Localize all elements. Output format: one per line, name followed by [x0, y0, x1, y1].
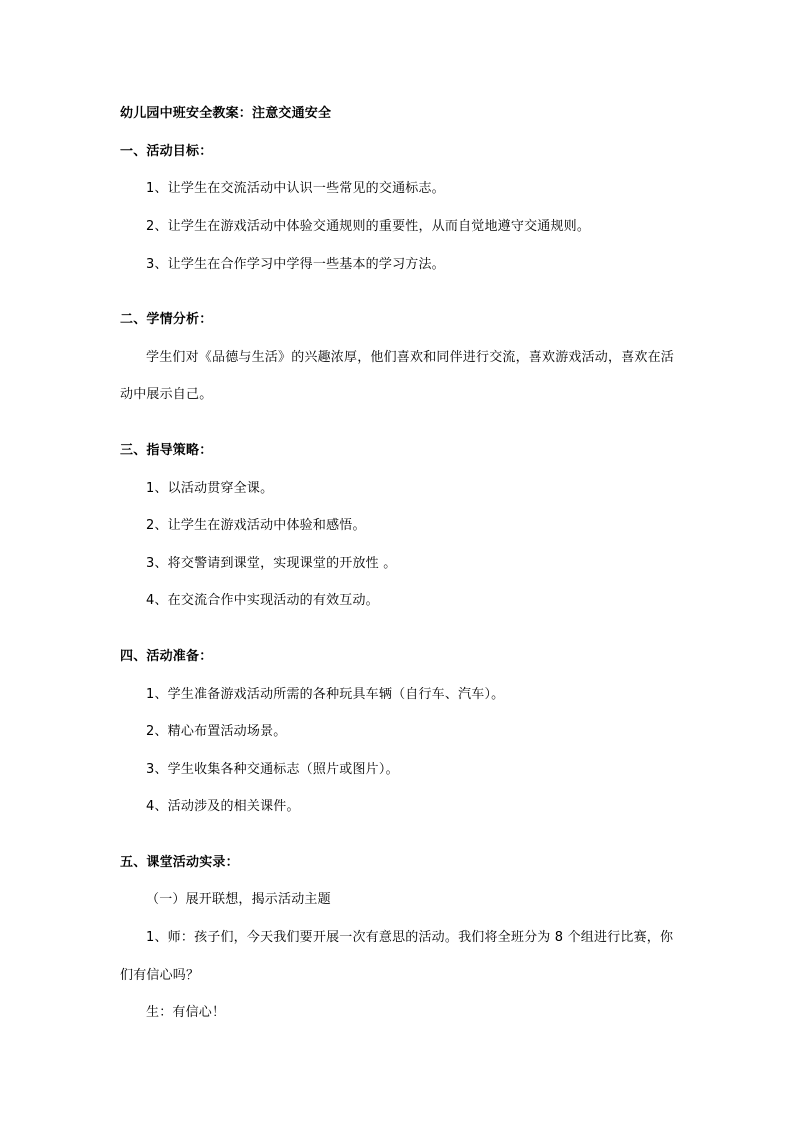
strategy-item: 4、在交流合作中实现活动的有效互动。: [146, 593, 379, 608]
preparation-item: 4、活动涉及的相关课件。: [146, 799, 300, 814]
section-heading-goals: 一、活动目标：: [120, 144, 213, 159]
goal-item: 1、让学生在交流活动中认识一些常见的交通标志。: [146, 181, 445, 196]
record-dialogue-line: 们有信心吗？: [120, 968, 200, 983]
strategy-item: 1、以活动贯穿全课。: [146, 481, 274, 496]
document-title: 幼儿园中班安全教案：注意交通安全: [120, 106, 332, 121]
strategy-item: 3、将交警请到课堂，实现课堂的开放性 。: [146, 556, 397, 571]
preparation-item: 3、学生收集各种交通标志（照片或图片）。: [146, 762, 399, 777]
goal-item: 2、让学生在游戏活动中体验交通规则的重要性，从而自觉地遵守交通规则。: [146, 219, 591, 234]
section-heading-record: 五、课堂活动实录：: [120, 855, 239, 870]
record-answer: 生：有信心！: [146, 1005, 226, 1020]
section-heading-preparation: 四、活动准备：: [120, 649, 213, 664]
record-subheading: （一）展开联想，揭示活动主题: [146, 892, 331, 907]
goal-item: 3、让学生在合作学习中学得一些基本的学习方法。: [146, 257, 445, 272]
section-heading-strategy: 三、指导策略：: [120, 443, 213, 458]
preparation-item: 1、学生准备游戏活动所需的各种玩具车辆（自行车、汽车）。: [146, 687, 505, 702]
analysis-paragraph-line: 学生们对《品德与生活》的兴趣浓厚，他们喜欢和同伴进行交流，喜欢游戏活动，喜欢在活: [146, 350, 675, 365]
strategy-item: 2、让学生在游戏活动中体验和感悟。: [146, 518, 366, 533]
record-dialogue-line: 1、师：孩子们，今天我们要开展一次有意思的活动。我们将全班分为 8 个组进行比赛，你: [146, 930, 674, 945]
analysis-paragraph-line: 动中展示自己。: [120, 387, 213, 402]
section-heading-analysis: 二、学情分析：: [120, 312, 213, 327]
preparation-item: 2、精心布置活动场景。: [146, 724, 287, 739]
